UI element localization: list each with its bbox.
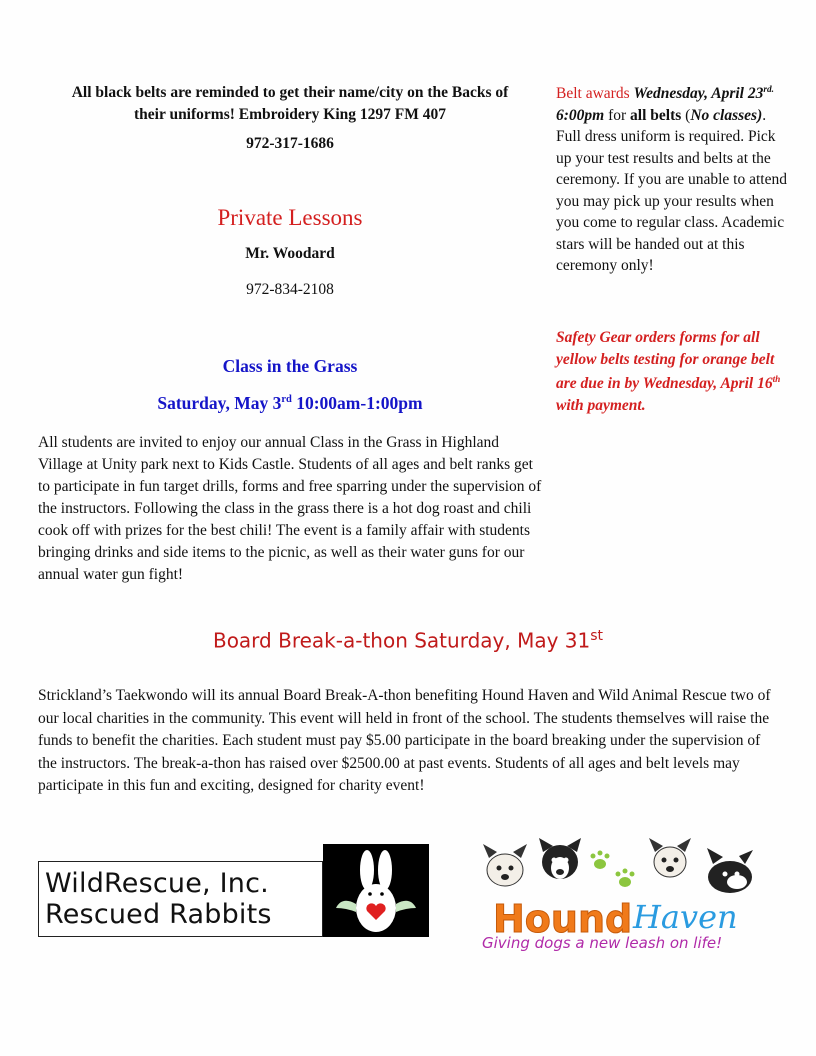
belt-awards-paren: ( [681, 106, 691, 124]
belt-awards-for: for [604, 106, 631, 124]
belt-awards-date-sup: rd. [763, 85, 774, 95]
safety-gear-suffix: with payment. [556, 396, 646, 414]
rabbit-illustration [323, 844, 429, 937]
belt-awards-no-classes: No classes) [690, 106, 763, 124]
private-lessons-phone: 972-834-2108 [246, 281, 334, 298]
board-breakathon-title [0, 628, 816, 653]
belt-awards-lead: Belt awards [556, 85, 634, 103]
embroidery-phone: 972-317-1686 [246, 135, 334, 152]
grass-date-main: Saturday, May 3 [157, 393, 282, 413]
private-lessons-instructor: Mr. Woodard [245, 245, 335, 262]
class-in-grass-body: All students are invited to enjoy our annual Class in the Grass in Highland Village at Unity park next to Kids Castle. Students of all ages and belt ranks get to participate in fun target drills, forms and free sparring under the supervision of the instructors. Following the class in the grass there is a hot dog roast and chili cook off with prizes for the best chili! The event is a family affair with students bringing drinks and side items to the picnic, as well as their water guns for our annual water gun fight! [38, 434, 542, 583]
wildrescue-logo [38, 861, 323, 937]
angel-rabbit-icon [323, 844, 429, 937]
grass-date-sup: rd [281, 394, 292, 406]
board-breakathon-body: Strickland’s Taekwondo will its annual Board Break-A-thon benefiting Hound Haven and Wild Animal Rescue two of our local charities in the community. This event will held in front of the school. The students themselves will raise the funds to benefit the charities. Each student must pay $5.00 participate in the board breaking under the supervision of the instructors. The break-a-thon has raised over $2500.00 at past events. Students of all ages and belt levels may participate in this fun and exciting, designed for charity event! [38, 687, 771, 794]
class-in-grass-date [60, 393, 520, 414]
class-in-grass-title: Class in the Grass [222, 356, 358, 376]
safety-gear-notice [556, 327, 788, 416]
belt-awards-date: Wednesday, April 23 [633, 85, 764, 103]
belt-awards-all-belts: all belts [630, 106, 682, 124]
safety-gear-sup: th [772, 375, 781, 385]
belt-awards-time: 6:00pm [556, 106, 605, 124]
black-belt-reminder: All black belts are reminded to get their name/city on the Backs of their uniforms! Embroidery King 1297 FM 407 [71, 84, 509, 123]
paw-prints [591, 851, 635, 888]
board-title-sup: st [590, 628, 604, 644]
belt-awards-notice [556, 80, 788, 277]
wildrescue-line2: Rescued Rabbits [45, 899, 272, 930]
grass-date-time: 10:00am-1:00pm [291, 393, 423, 413]
belt-awards-rest: . Full dress uniform is required. Pick up your test results and belts at the ceremony. If you are unable to attend you may pick up your results when you come to regular class. Academic stars will be handed out at this ceremony only! [556, 106, 787, 275]
haven-word: Haven [633, 898, 738, 936]
wildrescue-line1: WildRescue, Inc. [45, 868, 269, 899]
board-title-main: Board Break-a-thon Saturday, May 31 [212, 628, 591, 653]
hound-haven-tagline: Giving dogs a new leash on life! [482, 934, 723, 952]
hound-word: Hound [493, 897, 633, 941]
private-lessons-title: Private Lessons [217, 205, 363, 230]
safety-gear-text: Safety Gear orders forms for all yellow belts testing for orange belt are due in by Wednesday, April 16 [556, 329, 775, 393]
